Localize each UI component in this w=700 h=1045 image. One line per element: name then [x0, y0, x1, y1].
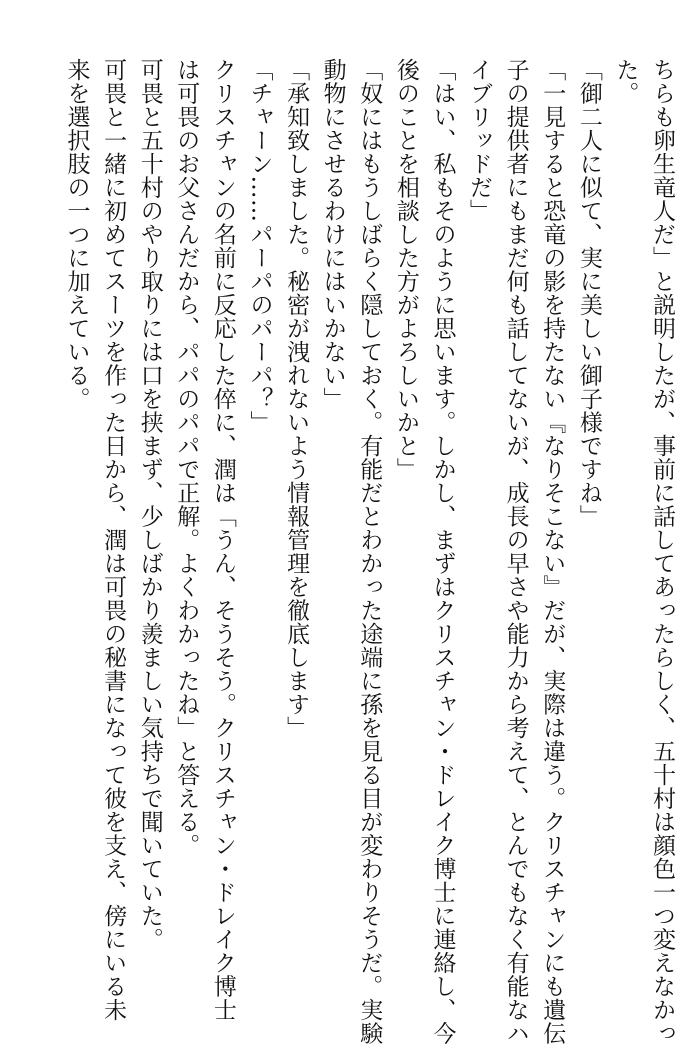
text-line: 「チャーン……パーパのパーパ？」	[246, 58, 273, 434]
vertical-text-body	[58, 58, 680, 1045]
text-line: 「はい、私もそのように思います。しかし、まずはクリスチャン・ドレイク博士に連絡し、今	[429, 58, 456, 1045]
text-line: 子の提供者にもまだ何も話してないが、成長の早さや能力から考えて、とんでもなく有能なハ	[502, 58, 529, 1045]
text-line: 「一見すると恐竜の影を持たない『なりそこない』だが、実際は違う。クリスチャンにも遺伝	[539, 58, 566, 1045]
text-line: 来を選択肢の一つに加えている。	[63, 58, 90, 411]
text-line: ちらも卵生竜人だ」と説明したが、事前に話してあったらしく、五十村は顔色一つ変えなかっ	[649, 58, 675, 1045]
text-line: 可畏と一緒に初めてスーツを作った日から、潤は可畏の秘書になって彼を支え、傍にいる未	[100, 58, 127, 1022]
text-line: 可畏と五十村のやり取りには口を挟まず、少しばかり羨ましい気持ちで聞いていた。	[136, 58, 163, 951]
text-line: 「御二人に似て、実に美しい御子様ですね」	[575, 58, 602, 528]
text-line: は可畏のお父さんだから、パパのパパで正解。よくわかったね」と答える。	[173, 58, 200, 857]
text-line: イブリッドだ」	[466, 58, 493, 223]
text-line: 「奴にはもうしばらく隠しておく。有能だとわかった途端に孫を見る目が変わりそうだ。実験	[356, 58, 383, 1045]
text-line: クリスチャンの名前に反応した倅に、潤は「うん、そうそう。クリスチャン・ドレイク博士	[209, 58, 236, 1022]
text-line: 後のことを相談した方がよろしいかと」	[392, 58, 419, 481]
text-line: た。	[612, 58, 639, 105]
text-line: 動物にさせるわけにはいかない」	[319, 58, 346, 411]
text-line: 「承知致しました。秘密が洩れないよう情報管理を徹底します」	[283, 58, 310, 740]
